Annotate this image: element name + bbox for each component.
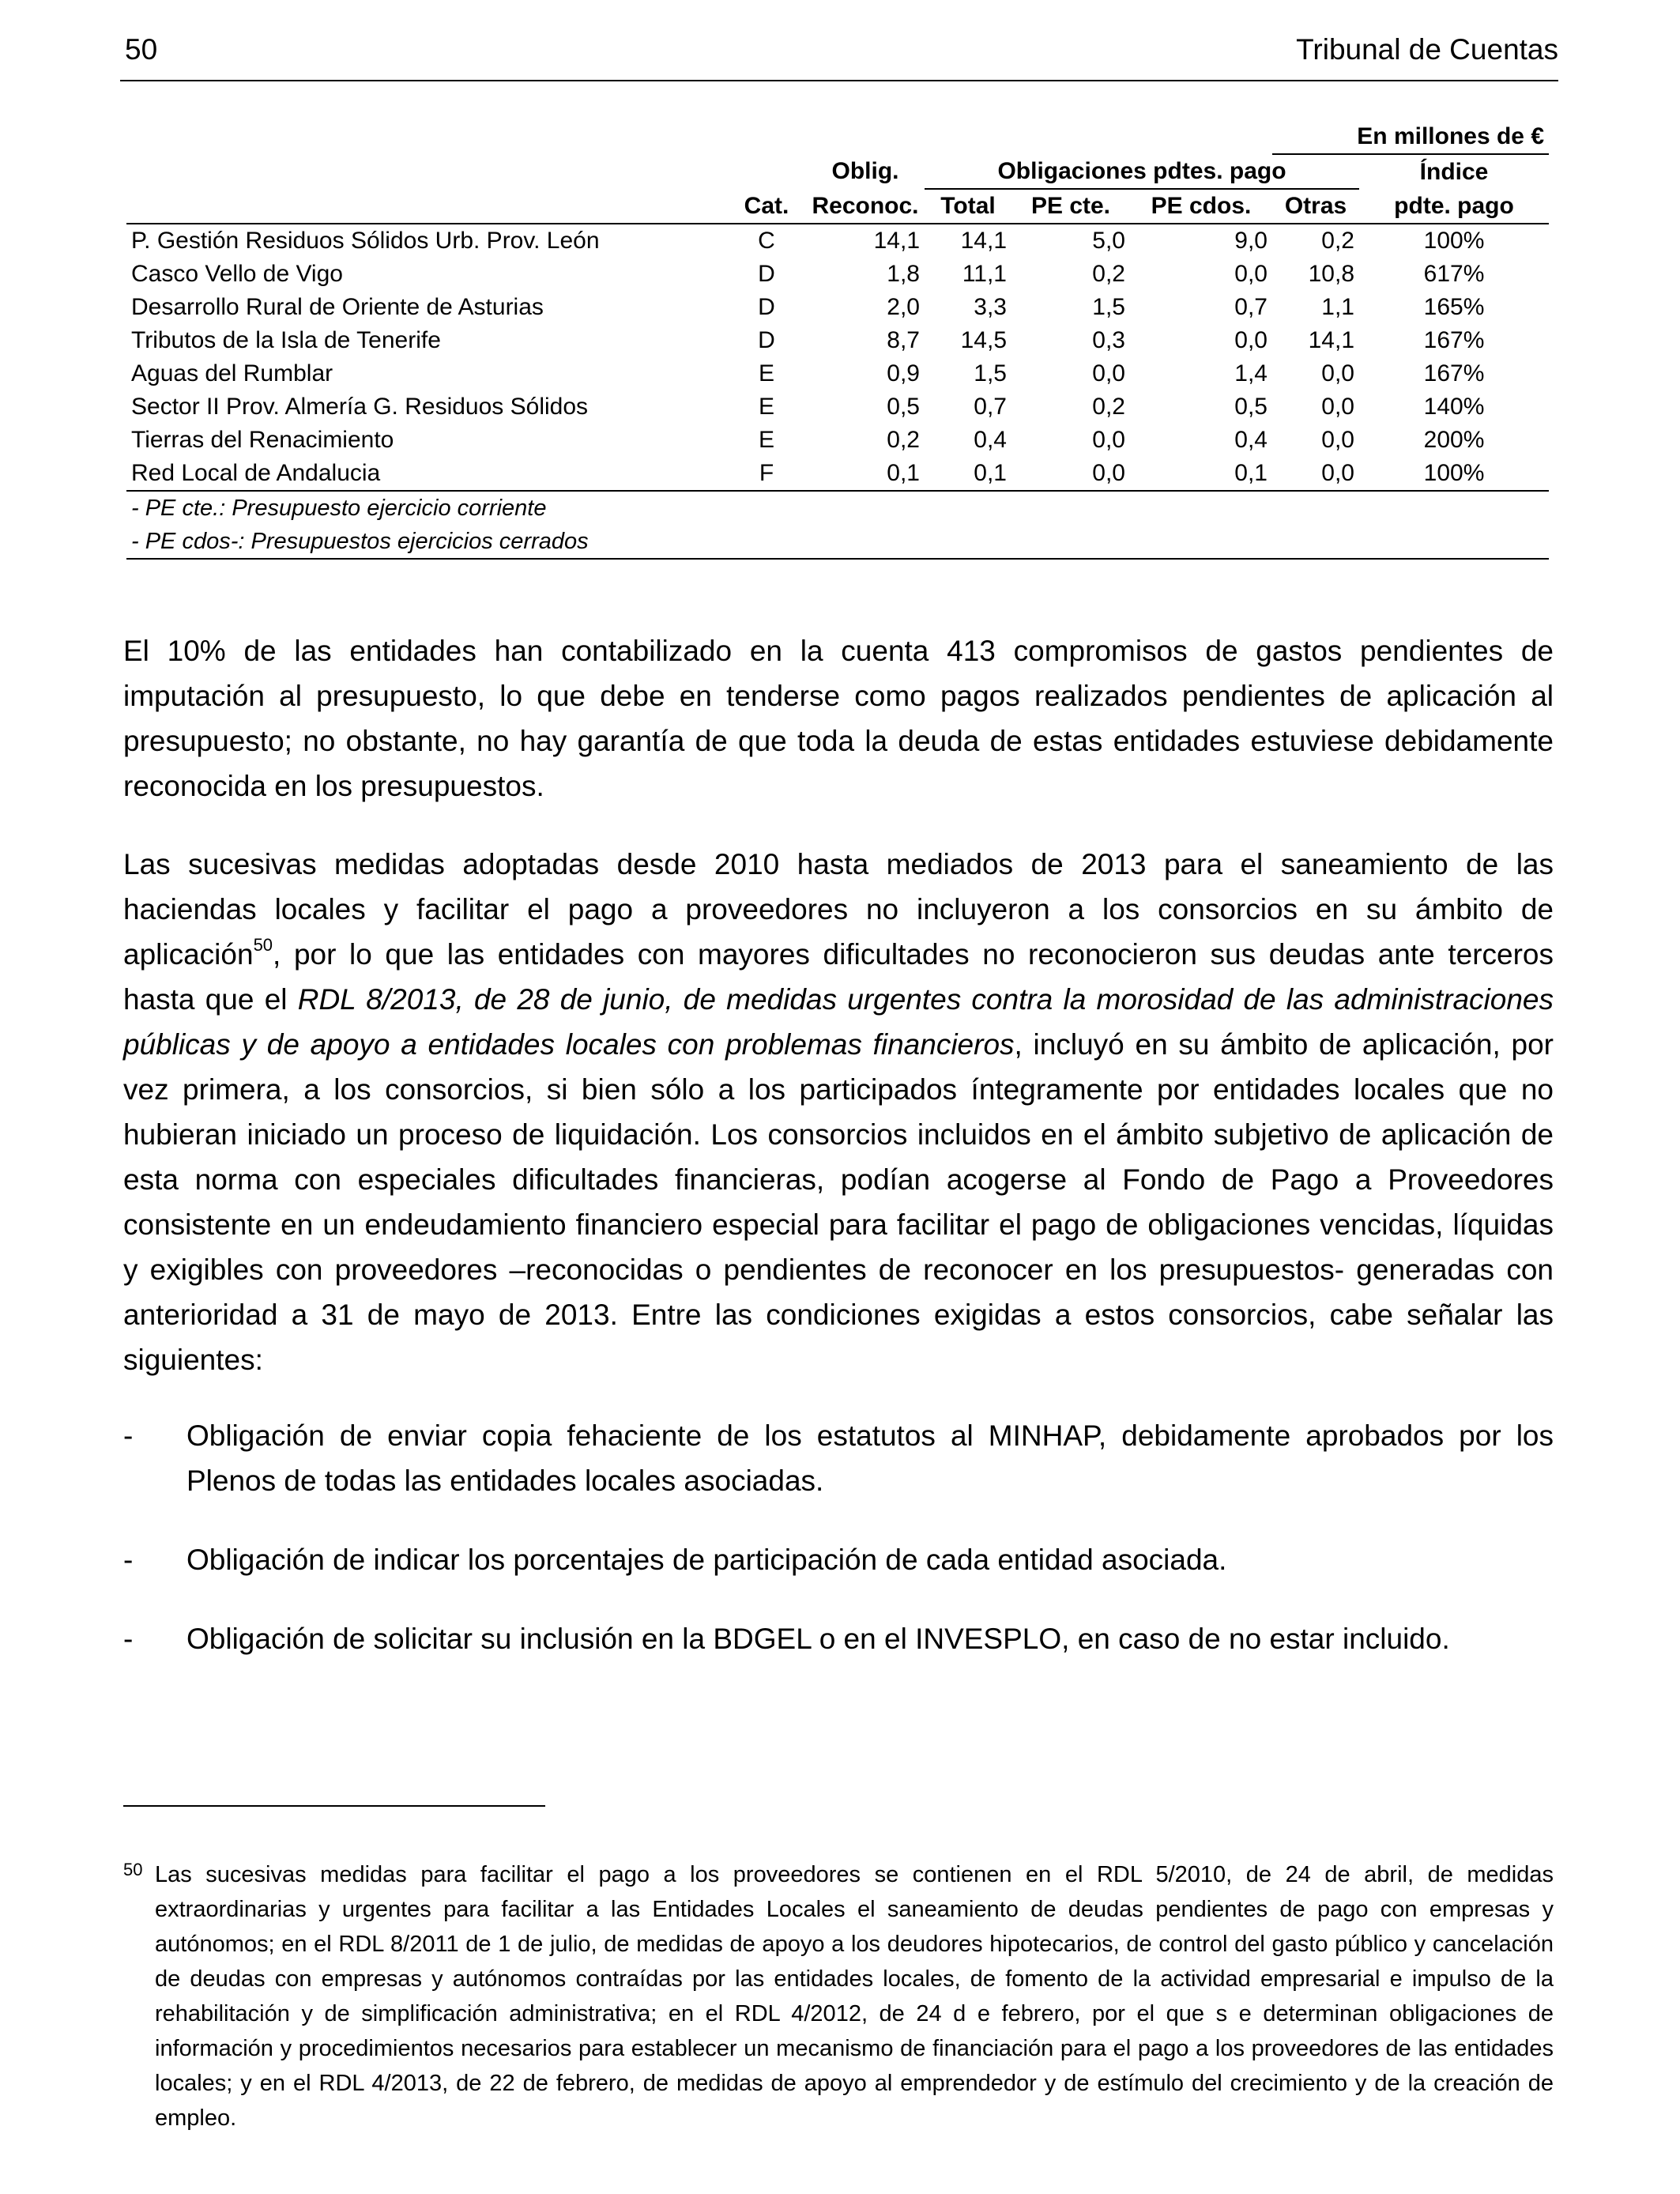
bullet-text: Obligación de enviar copia fehaciente de los estatutos al MINHAP, debidamente aprobados por los Plenos de todas las entidades locales asociadas. <box>186 1419 1554 1497</box>
cell-pe-cte: 0,0 <box>1011 457 1130 491</box>
col-pe-cte: PE cte. <box>1011 189 1130 224</box>
footnote-text: Las sucesivas medidas para facilitar el pago a los proveedores se contienen en el RDL 5/2010, de 24 de abril, de medidas extraordinarias y urgentes para facilitar a las Entidades Locales el saneamiento de deudas pendientes de pago con empresas y autónomos; en el RDL 8/2011 de 1 de julio, de medidas de apoyo a los deudores hipotecarios, de control del gasto público y cancelación de deudas con empresas y autónomos contraídas por las entidades locales, de fomento de la actividad empresarial e impulso de la rehabilitación y de simplificación administrativa; en el RDL 4/2012, de 24 d e febrero, por el que s e determinan obligaciones de información y procedimientos necesarios para establecer un mecanismo de financiación para el pago a los proveedores de las entidades locales; y en el RDL 4/2013, de 22 de febrero, de medidas de apoyo al emprendedor y de estímulo del crecimiento y de la creación de empleo. <box>155 1862 1554 2131</box>
cell-cat: D <box>758 261 775 287</box>
cell-indice: 100% <box>1423 228 1485 254</box>
law-title-italic: RDL 8/2013, de 28 de junio, de medidas urgentes contra la morosidad de las administraciones públicas y de apoyo a entidades locales con problemas financieros <box>123 983 1554 1061</box>
cell-pe-cte: 0,0 <box>1092 360 1125 386</box>
cell-indice: 140% <box>1423 394 1485 420</box>
cell-pe-cdos: 0,0 <box>1234 327 1268 353</box>
cell-otras: 0,0 <box>1321 360 1354 386</box>
cell-entity: Red Local de Andalucia <box>126 457 727 491</box>
cell-cat: E <box>758 394 774 420</box>
table-note-row <box>126 525 1549 559</box>
bullet-item <box>123 1616 1554 1711</box>
cell-total: 14,5 <box>960 327 1007 353</box>
cell-cat: E <box>758 427 774 453</box>
cell-oblig: 2,0 <box>887 294 920 320</box>
col-indice-top: Índice <box>1419 158 1489 185</box>
cell-otras: 1,1 <box>1321 294 1354 320</box>
cell-total: 0,7 <box>974 394 1007 420</box>
paragraph-text <box>123 842 1554 1382</box>
cell-indice: 617% <box>1423 261 1485 287</box>
cell-pe-cte: 0,2 <box>1092 394 1125 420</box>
cell-total: 11,1 <box>962 261 1007 287</box>
table-header-row-2 <box>126 189 1549 224</box>
col-otras: Otras <box>1272 189 1359 224</box>
page-header <box>120 33 1558 79</box>
cell-pe-cdos: 0,7 <box>1234 294 1268 320</box>
cell-indice: 200% <box>1423 427 1485 453</box>
cell-pe-cdos: 0,5 <box>1234 394 1268 420</box>
table-header-row-1 <box>126 154 1549 189</box>
table-note-row <box>126 491 1549 525</box>
cell-pe-cdos: 9,0 <box>1234 228 1268 254</box>
col-oblig-top: Oblig. <box>831 158 899 184</box>
cell-oblig: 14,1 <box>873 228 920 254</box>
paragraph-1 <box>123 628 1554 809</box>
cell-entity: Casco Vello de Vigo <box>131 261 343 287</box>
table-row <box>126 324 1549 357</box>
cell-pe-cte: 0,0 <box>1092 427 1125 453</box>
cell-indice: 167% <box>1423 360 1485 386</box>
cell-cat: F <box>727 457 806 491</box>
cell-otras: 10,8 <box>1308 261 1354 287</box>
bullet-dash: - <box>123 1544 134 1576</box>
cell-indice: 167% <box>1423 327 1485 353</box>
cell-otras: 0,0 <box>1321 394 1354 420</box>
table-row <box>126 357 1549 390</box>
cell-oblig: 0,1 <box>806 457 925 491</box>
cell-otras: 0,0 <box>1321 427 1354 453</box>
cell-oblig: 0,5 <box>887 394 920 420</box>
page-number: 50 <box>125 33 158 66</box>
cell-entity: Tierras del Renacimiento <box>131 427 394 453</box>
bullet-item <box>123 1537 1554 1585</box>
cell-cat: E <box>758 360 774 386</box>
paragraph-span: , incluyó en su ámbito de aplicación, por vez primera, a los consorcios, si bien sólo a los participados íntegramente por entidades locales que no hubieran iniciado un proceso de liquidación. Los consorcios incluidos en el ámbito subjetivo de aplicación de esta norma con especiales dificultades financieras, podían acogerse al Fondo de Pago a Proveedores consistente en un endeudamiento financiero especial para facilitar el pago de obligaciones vencidas, líquidas y exigibles con proveedores –reconocidas o pendientes de reconocer en los presupuestos- generadas con anterioridad a 31 de mayo de 2013. Entre las condiciones exigidas a estos consorcios, cabe señalar las siguientes: <box>123 1028 1554 1376</box>
cell-indice: 100% <box>1359 457 1549 491</box>
cell-entity: P. Gestión Residuos Sólidos Urb. Prov. León <box>131 228 600 254</box>
cell-pe-cte: 0,2 <box>1092 261 1125 287</box>
table-row <box>126 457 1549 491</box>
table-row <box>126 224 1549 258</box>
cell-oblig: 0,9 <box>887 360 920 386</box>
table-row <box>126 258 1549 291</box>
table-unit-row <box>126 120 1549 154</box>
bullet-dash: - <box>123 1623 134 1655</box>
table-row <box>126 291 1549 324</box>
footnote <box>123 1857 1554 2136</box>
cell-otras: 0,0 <box>1272 457 1359 491</box>
footnote-separator <box>123 1805 545 1807</box>
cell-total: 1,5 <box>974 360 1007 386</box>
cell-pe-cdos: 0,4 <box>1234 427 1268 453</box>
cell-pe-cte: 0,3 <box>1092 327 1125 353</box>
group-header: Obligaciones pdtes. pago <box>925 154 1359 189</box>
cell-total: 0,4 <box>974 427 1007 453</box>
cell-total: 14,1 <box>960 228 1007 254</box>
cell-cat: D <box>758 294 775 320</box>
bullet-item <box>123 1413 1554 1508</box>
running-title: Tribunal de Cuentas <box>1296 33 1558 66</box>
bullet-dash: - <box>123 1419 134 1452</box>
paragraph-text: El 10% de las entidades han contabilizado en la cuenta 413 compromisos de gastos pendientes de imputación al presupuesto, lo que debe en tenderse como pagos realizados pendientes de aplicación al presupuesto; no obstante, no hay garantía de que toda la deuda de estas entidades estuviese debidamente reconocida en los presupuestos. <box>123 635 1554 802</box>
col-cat: Cat. <box>727 189 806 224</box>
cell-entity: Aguas del Rumblar <box>131 360 333 386</box>
cell-oblig: 8,7 <box>887 327 920 353</box>
consortia-table <box>126 120 1549 560</box>
table-note: - PE cdos-: Presupuestos ejercicios cerrados <box>126 525 1549 559</box>
table-note: - PE cte.: Presupuesto ejercicio corriente <box>131 496 547 521</box>
header-rule <box>120 80 1558 81</box>
paragraph-span: Las sucesivas medidas adoptadas desde 2010 hasta mediados de 2013 para el saneamiento de las haciendas locales y facilitar el pago a proveedores no incluyeron a los consorcios en su ámbito de aplicación <box>123 848 1554 971</box>
cell-entity: Desarrollo Rural de Oriente de Asturias <box>131 294 544 320</box>
cell-entity: Tributos de la Isla de Tenerife <box>131 327 441 353</box>
paragraph-2 <box>123 842 1554 1382</box>
cell-cat: D <box>758 327 775 353</box>
col-indice-bottom: pdte. pago <box>1359 189 1549 224</box>
col-total: Total <box>925 189 1011 224</box>
table-row <box>126 390 1549 424</box>
cell-entity: Sector II Prov. Almería G. Residuos Sólidos <box>131 394 589 420</box>
cell-total: 3,3 <box>974 294 1007 320</box>
cell-pe-cte: 5,0 <box>1092 228 1125 254</box>
paragraph-span: , por lo que las entidades con mayores dificultades no reconocieron sus deudas ante terceros hasta que el <box>123 938 1554 1016</box>
cell-cat: C <box>758 228 775 254</box>
table-row <box>126 424 1549 457</box>
bullet-text: Obligación de solicitar su inclusión en la BDGEL o en el INVESPLO, en caso de no estar incluido. <box>186 1623 1450 1655</box>
col-pe-cdos: PE cdos. <box>1130 189 1272 224</box>
col-oblig-bottom: Reconoc. <box>806 189 925 224</box>
cell-pe-cdos: 1,4 <box>1234 360 1268 386</box>
cell-oblig: 0,2 <box>887 427 920 453</box>
cell-otras: 0,2 <box>1321 228 1354 254</box>
cell-indice: 165% <box>1423 294 1485 320</box>
cell-total: 0,1 <box>925 457 1011 491</box>
cell-pe-cte: 1,5 <box>1092 294 1125 320</box>
cell-pe-cdos: 0,1 <box>1130 457 1272 491</box>
cell-otras: 14,1 <box>1308 327 1354 353</box>
footnote-number: 50 <box>123 1860 143 1879</box>
unit-note: En millones de € <box>1272 120 1549 154</box>
footnote-ref[interactable]: 50 <box>253 934 273 955</box>
cell-pe-cdos: 0,0 <box>1234 261 1268 287</box>
bullet-text: Obligación de indicar los porcentajes de participación de cada entidad asociada. <box>186 1544 1227 1576</box>
cell-oblig: 1,8 <box>887 261 920 287</box>
